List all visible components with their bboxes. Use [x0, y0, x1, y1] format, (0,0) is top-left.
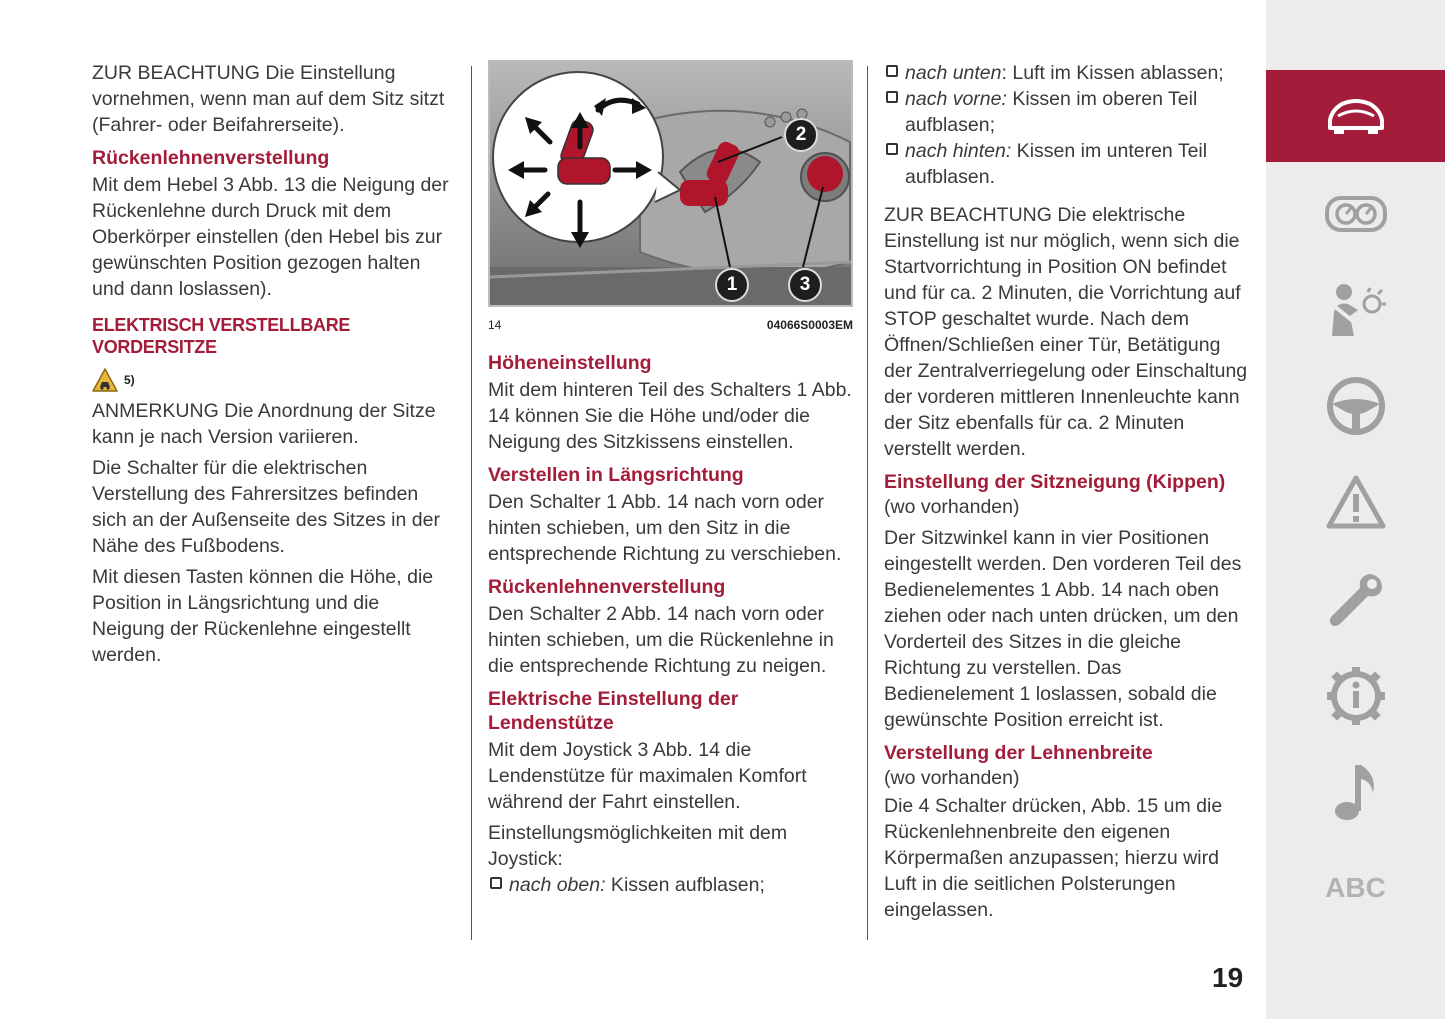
seat-controls-figure: [488, 60, 853, 307]
bullet-term: nach hinten:: [905, 140, 1012, 162]
page-number: 19: [1212, 962, 1244, 993]
list-item: [884, 138, 1252, 190]
seat-switch-illustration: [490, 62, 851, 305]
sidebar-item-driving[interactable]: [1266, 360, 1445, 452]
callout-2: 2: [784, 118, 818, 152]
bullet-term: nach unten: [905, 62, 1002, 84]
column-divider: [867, 66, 868, 940]
section-heading: Elektrische Einstellung der Lendenstütze: [488, 688, 739, 734]
warning-ref-number: 5): [124, 373, 135, 387]
sidebar-item-dashboard[interactable]: [1266, 168, 1445, 260]
list-item: [488, 872, 853, 898]
sidebar-item-index[interactable]: [1266, 842, 1445, 934]
figure-caption: [488, 317, 853, 333]
note-paragraph: ZUR BEACHTUNG Die Einstellung vornehmen, wenn man auf dem Sitz sitzt (Fahrer- oder Beifahrerseite).: [92, 62, 445, 136]
bullet-term: nach oben:: [509, 874, 606, 896]
paragraph: Mit diesen Tasten können die Höhe, die Position in Längsrichtung und die Neigung der Rückenlehne eingestellt werden.: [92, 566, 434, 666]
warning-triangle-icon: [1325, 474, 1387, 530]
index-label: ABC: [1325, 872, 1386, 903]
sidebar-item-technical-data[interactable]: [1266, 650, 1445, 742]
section-heading: Einstellung der Sitzneigung (Kippen): [884, 471, 1226, 493]
checkbox-bullet-icon: [490, 877, 502, 889]
section-heading: Rückenlehnenverstellung: [488, 576, 726, 598]
heading-subtitle: (wo vorhanden): [884, 767, 1020, 789]
paragraph: Die 4 Schalter drücken, Abb. 15 um die Rückenlehnenbreite den eigenen Körpermaßen anzupassen; hierzu wird Luft in die seitlichen Polsterungen eingelassen.: [884, 795, 1223, 921]
checkbox-bullet-icon: [886, 91, 898, 103]
callout-3: 3: [788, 268, 822, 302]
car-icon: [1324, 92, 1388, 140]
paragraph: Mit dem Joystick 3 Abb. 14 die Lendenstütze für maximalen Komfort während der Fahrt einstellen.: [488, 739, 807, 813]
column-divider: [471, 66, 472, 940]
dashboard-icon: [1324, 194, 1388, 234]
warning-car-icon: [92, 368, 118, 392]
airbag-person-icon: [1324, 282, 1388, 338]
list-item: [884, 86, 1252, 138]
chapter-sidebar: [1266, 0, 1445, 1019]
chapter-heading: ELEKTRISCH VERSTELLBARE VORDERSITZE: [92, 315, 351, 357]
music-note-icon: [1331, 761, 1381, 823]
gear-info-icon: [1325, 665, 1387, 727]
sidebar-item-car[interactable]: [1266, 70, 1445, 162]
paragraph: Mit dem Hebel 3 Abb. 13 die Neigung der Rückenlehne durch Druck mit dem Oberkörper einstellen (den Hebel bis zur gewünschten Position gezogen halten und dann loslassen).: [92, 174, 449, 300]
column-middle: [488, 60, 853, 898]
paragraph: Den Schalter 1 Abb. 14 nach vorn oder hinten schieben, um den Sitz in die entsprechende Richtung zu verschieben.: [488, 491, 842, 565]
bullet-text: : Luft im Kissen ablassen;: [1001, 62, 1224, 84]
bullet-term: nach vorne:: [905, 88, 1007, 110]
callout-1: 1: [715, 268, 749, 302]
bullet-text: Kissen im oberen Teil aufblasen;: [905, 88, 1198, 136]
section-heading: Verstellung der Lehnenbreite: [884, 742, 1153, 764]
paragraph: Der Sitzwinkel kann in vier Positionen eingestellt werden. Den vorderen Teil des Bedienelementes 1 Abb. 14 nach oben ziehen oder nach unten drücken, um den Vorderteil des Sitzes in die gleiche Richtung zu verstellen. Das Bedienelement 1 loslassen, sobald die gewünschte Position erreicht ist.: [884, 527, 1242, 731]
sidebar-item-maintenance[interactable]: [1266, 554, 1445, 646]
checkbox-bullet-icon: [886, 143, 898, 155]
bullet-text: Kissen im unteren Teil aufblasen.: [905, 140, 1208, 188]
sidebar-item-emergency[interactable]: [1266, 456, 1445, 548]
sidebar-item-multimedia[interactable]: [1266, 746, 1445, 838]
steering-wheel-icon: [1326, 376, 1386, 436]
paragraph: Den Schalter 2 Abb. 14 nach vorn oder hinten schieben, um die Rückenlehne in die entsprechende Richtung zu neigen.: [488, 603, 834, 677]
note-paragraph: ZUR BEACHTUNG Die elektrische Einstellung ist nur möglich, wenn sich die Startvorrichtung in Position ON befindet und für ca. 2 Minuten, die Vorrichtung auf STOP geschaltet wurde. Nach dem Öffnen/Schließen einer Tür, Betätigung der Zentralverriegelung oder Einschaltung der vorderen mittleren Innenleuchte kann der Sitz ebenfalls für ca. 2 Minuten verstellt werden.: [884, 204, 1248, 460]
paragraph: Mit dem hinteren Teil des Schalters 1 Abb. 14 können Sie die Höhe und/oder die Neigung des Sitzkissens einstellen.: [488, 379, 852, 453]
figure-code: 04066S0003EM: [766, 318, 853, 332]
wrench-icon: [1326, 570, 1386, 630]
figure-number: 14: [488, 318, 502, 332]
list-item: [884, 60, 1252, 86]
section-heading: Verstellen in Längsrichtung: [488, 464, 744, 486]
warning-reference: [92, 366, 457, 394]
paragraph: ANMERKUNG Die Anordnung der Sitze kann je nach Version variieren.: [92, 400, 436, 448]
checkbox-bullet-icon: [886, 65, 898, 77]
sidebar-item-safety[interactable]: [1266, 264, 1445, 356]
heading-subtitle: (wo vorhanden): [884, 496, 1020, 518]
bullet-text: Kissen aufblasen;: [605, 874, 765, 896]
paragraph: Einstellungsmöglichkeiten mit dem Joystick:: [488, 822, 788, 870]
column-left: [92, 60, 457, 673]
section-heading: Rückenlehnenverstellung: [92, 147, 330, 169]
column-right: [884, 60, 1252, 928]
section-heading: Höheneinstellung: [488, 352, 652, 374]
paragraph: Die Schalter für die elektrischen Verstellung des Fahrersitzes befinden sich an der Außenseite des Sitzes in der Nähe des Fußbodens.: [92, 457, 440, 557]
